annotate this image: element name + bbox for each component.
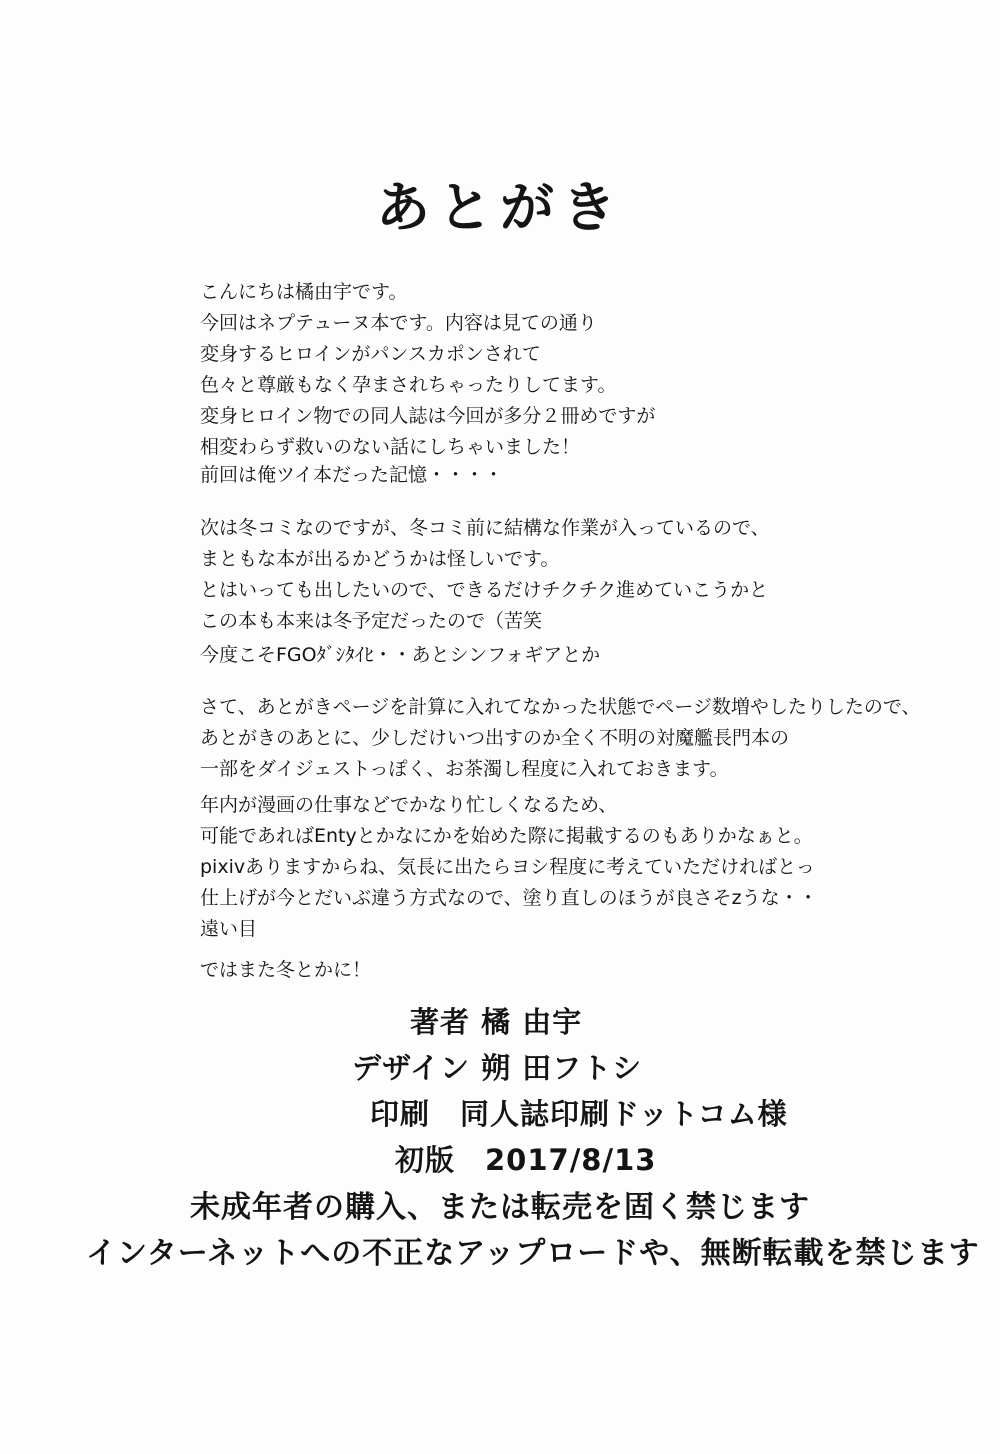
text-line: 前回は俺ツイ本だった記憶・・・・ xyxy=(200,464,504,486)
notice-no-minors: 未成年者の購入、または転売を固く禁じます xyxy=(190,1190,810,1225)
text-line: あとがきのあとに、少しだけいつ出すのか全く不明の対魔艦長門本の xyxy=(200,727,790,749)
text-line: 今度こそFGOﾀﾞｼﾀｲﾋ・・あとシンフォギアとか xyxy=(200,644,601,666)
text-line: 次は冬コミなのですが、冬コミ前に結構な作業が入っているので、 xyxy=(200,517,770,539)
paragraph-schedule xyxy=(200,790,980,945)
text-line: 今回はネプテューヌ本です。内容は見ての通り xyxy=(200,312,597,334)
paragraph-next-event xyxy=(200,513,980,637)
paragraph-plans xyxy=(200,640,980,671)
text-line: こんにちは橘由宇です。 xyxy=(200,281,408,303)
text-line: さて、あとがきページを計算に入れてなかった状態でページ数増やしたりしたので、 xyxy=(200,696,921,718)
paragraph-page-count xyxy=(200,692,980,785)
credit-printing: 印刷 同人誌印刷ドットコム様 xyxy=(370,1097,788,1131)
text-line: 年内が漫画の仕事などでかなり忙しくなるため、 xyxy=(200,794,618,816)
paragraph-previous xyxy=(200,460,980,491)
text-line: この本も本来は冬予定だったので（苦笑 xyxy=(200,610,543,632)
paragraph-greeting xyxy=(200,277,980,463)
text-line: 可能であればEntyとかなにかを始めた際に掲載するのもありかなぁと。 xyxy=(200,825,813,847)
text-line: まともな本が出るかどうかは怪しいです。 xyxy=(200,548,560,570)
text-line: pixivありますからね、気長に出たらヨシ程度に考えていただければとっ xyxy=(200,856,815,878)
page-title: あとがき xyxy=(376,175,624,239)
text-line: 仕上げが今とだいぶ違う方式なので、塗り直しのほうが良さそzうな・・ xyxy=(200,887,818,909)
credit-first-edition: 初版 2017/8/13 xyxy=(395,1143,657,1177)
notice-no-upload: インターネットへの不正なアップロードや、無断転載を禁じます xyxy=(86,1236,980,1271)
text-line: 変身するヒロインがパンスカポンされて xyxy=(200,343,541,365)
text-line: 色々と尊厳もなく孕まされちゃったりしてます。 xyxy=(200,374,617,396)
text-line: 一部をダイジェストっぽく、お茶濁し程度に入れておきます。 xyxy=(200,758,729,780)
text-line: 遠い目 xyxy=(200,918,258,940)
paragraph-closing xyxy=(200,955,980,986)
text-line: とはいっても出したいので、できるだけチクチク進めていこうかと xyxy=(200,579,769,601)
text-line: 変身ヒロイン物での同人誌は今回が多分２冊めですが xyxy=(200,405,656,427)
credit-author: 著者 橘 由宇 xyxy=(410,1005,583,1039)
text-line: ではまた冬とかに！ xyxy=(200,959,372,981)
credit-design: デザイン 朔 田フトシ xyxy=(352,1051,643,1085)
text-line: 相変わらず救いのない話にしちゃいました！ xyxy=(200,436,581,458)
